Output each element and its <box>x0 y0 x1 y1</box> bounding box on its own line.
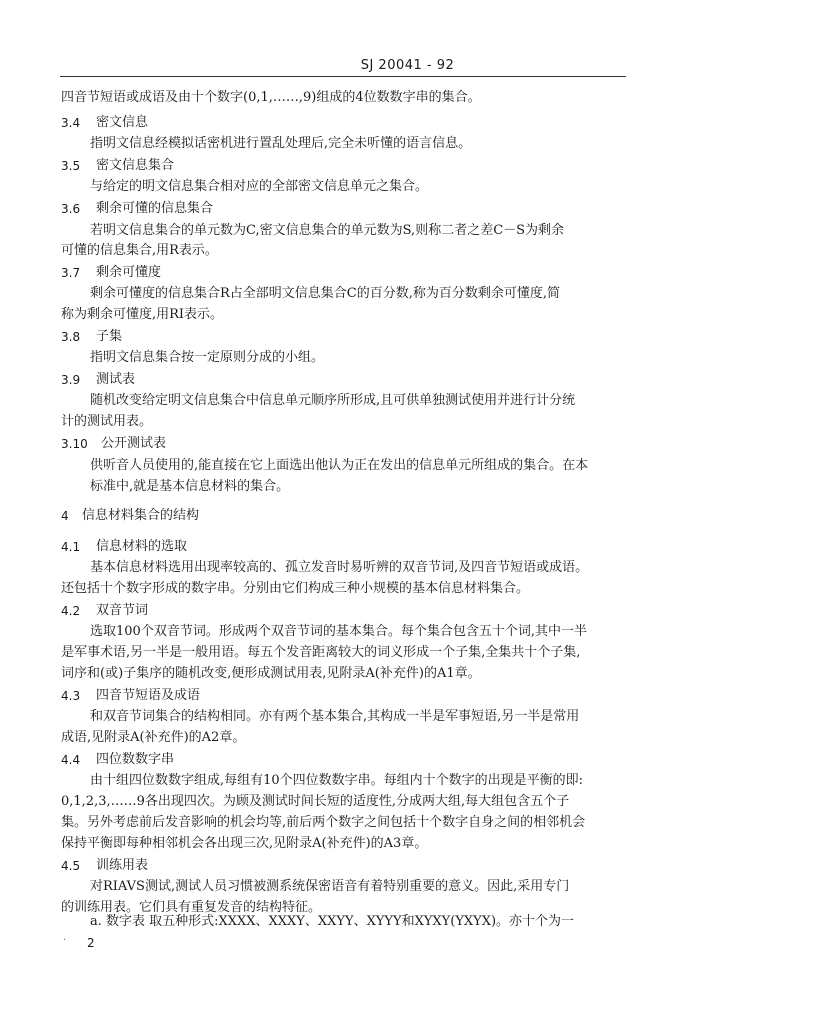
section-heading <box>0 434 815 454</box>
margin-mark: · <box>63 935 67 946</box>
standard-code-header: SJ 20041 - 92 <box>360 58 455 73</box>
section-title: 密文信息集合 <box>96 158 175 173</box>
section-heading <box>0 327 815 347</box>
section-title: 四音节短语及成语 <box>96 688 201 703</box>
paragraph-text: 四音节短语或成语及由十个数字(0,1,……,9)组成的4位数数字串的集合。 <box>61 90 481 105</box>
section-title: 子集 <box>96 329 123 344</box>
page-number: 2 <box>87 936 95 950</box>
section-title: 公开测试表 <box>101 436 167 451</box>
text-line <box>0 477 815 497</box>
section-title: 训练用表 <box>96 858 149 873</box>
section-heading <box>0 537 815 557</box>
text-line <box>0 643 815 663</box>
paragraph-text: 的训练用表。它们具有重复发音的结构特征。 <box>61 900 322 915</box>
section-number: 4.3 <box>61 689 81 703</box>
text-line <box>0 912 815 932</box>
section-heading <box>0 156 815 176</box>
section-number: 3.9 <box>61 373 81 387</box>
text-line <box>0 391 815 411</box>
section-title: 剩余可懂度 <box>96 265 162 280</box>
paragraph-text: 随机改变给定明文信息集合中信息单元顺序所形成,且可供单独测试使用并进行计分统 <box>90 393 576 408</box>
section-heading <box>0 370 815 390</box>
text-line <box>0 792 815 812</box>
section-number: 3.5 <box>61 159 81 173</box>
paragraph-text: 剩余可懂度的信息集合R占全部明文信息集合C的百分数,称为百分数剩余可懂度,简 <box>90 286 561 301</box>
paragraph-text: 保持平衡即每种相邻机会各出现三次,见附录A(补充件)的A3章。 <box>61 836 428 851</box>
paragraph-text: 是军事术语,另一半是一般用语。每五个发音距离较大的词义形成一个子集,全集共十个子集, <box>61 645 581 660</box>
section-number: 4.4 <box>61 753 81 767</box>
section-title: 双音节词 <box>96 603 149 618</box>
section-heading <box>0 750 815 770</box>
paragraph-text: 基本信息材料选用出现率较高的、孤立发音时易听辨的双音节词,及四音节短语或成语。 <box>90 560 589 575</box>
text-line <box>0 622 815 642</box>
text-line <box>0 284 815 304</box>
section-number: 4 <box>61 509 69 523</box>
paragraph-text: a. 数字表 取五种形式:XXXX、XXXY、XXYY、XYYY和XYXY(YXYX)。亦十个为一 <box>90 914 575 929</box>
paragraph-text: 与给定的明文信息集合相对应的全部密文信息单元之集合。 <box>90 179 429 194</box>
paragraph-text: 还包括十个数字形成的数字串。分别由它们构成三种小规模的基本信息材料集合。 <box>61 581 530 596</box>
paragraph-text: 可懂的信息集合,用R表示。 <box>61 243 218 258</box>
section-title: 四位数数字串 <box>96 752 175 767</box>
section-title: 信息材料集合的结构 <box>82 508 200 523</box>
text-line <box>0 177 815 197</box>
section-number: 4.5 <box>61 859 81 873</box>
paragraph-text: 由十组四位数数字组成,每组有10个四位数数字串。每组内十个数字的出现是平衡的即: <box>90 773 584 788</box>
paragraph-text: 集。另外考虑前后发音影响的机会均等,前后两个数字之间包括十个数字自身之间的相邻机会 <box>61 815 586 830</box>
text-line <box>0 88 815 108</box>
paragraph-text: 若明文信息集合的单元数为C,密文信息集合的单元数为S,则称二者之差C－S为剩余 <box>90 223 565 238</box>
paragraph-text: 供听音人员使用的,能直接在它上面选出他认为正在发出的信息单元所组成的集合。在本 <box>90 458 589 473</box>
section-title: 密文信息 <box>96 115 149 130</box>
text-line <box>0 412 815 432</box>
chapter-heading <box>0 506 815 526</box>
paragraph-text: 指明文信息集合按一定原则分成的小组。 <box>90 350 325 365</box>
text-line <box>0 456 815 476</box>
section-number: 3.6 <box>61 202 81 216</box>
section-number: 3.8 <box>61 330 81 344</box>
paragraph-text: 选取100个双音节词。形成两个双音节词的基本集合。每个集合包含五十个词,其中一半 <box>90 624 587 639</box>
section-heading <box>0 601 815 621</box>
text-line <box>0 834 815 854</box>
paragraph-text: 计的测试用表。 <box>61 414 153 429</box>
section-number: 3.7 <box>61 266 81 280</box>
text-line <box>0 771 815 791</box>
paragraph-text: 对RIAVS测试,测试人员习惯被测系统保密语音有着特别重要的意义。因此,采用专门 <box>90 879 570 894</box>
section-number: 4.2 <box>61 604 81 618</box>
text-line <box>0 579 815 599</box>
text-line <box>0 348 815 368</box>
text-line <box>0 664 815 684</box>
section-heading <box>0 263 815 283</box>
text-line <box>0 221 815 241</box>
text-line <box>0 241 815 261</box>
header-rule <box>60 76 626 77</box>
section-title: 测试表 <box>96 372 136 387</box>
section-title: 信息材料的选取 <box>96 539 188 554</box>
paragraph-text: 称为剩余可懂度,用RI表示。 <box>61 307 224 322</box>
text-line <box>0 728 815 748</box>
text-line <box>0 558 815 578</box>
section-heading <box>0 856 815 876</box>
section-heading <box>0 113 815 133</box>
section-heading <box>0 199 815 219</box>
paragraph-text: 词序和(或)子集序的随机改变,便形成测试用表,见附录A(补充件)的A1章。 <box>61 666 481 681</box>
paragraph-text: 0,1,2,3,……9各出现四次。为顾及测试时间长短的适度性,分成两大组,每大组包含五个子 <box>61 794 570 809</box>
paragraph-text: 和双音节词集合的结构相同。亦有两个基本集合,其构成一半是军事短语,另一半是常用 <box>90 709 580 724</box>
text-line <box>0 305 815 325</box>
text-line <box>0 707 815 727</box>
section-heading <box>0 686 815 706</box>
section-number: 3.4 <box>61 116 81 130</box>
text-line <box>0 134 815 154</box>
section-number: 4.1 <box>61 540 81 554</box>
text-line <box>0 813 815 833</box>
section-title: 剩余可懂的信息集合 <box>96 201 214 216</box>
paragraph-text: 成语,见附录A(补充件)的A2章。 <box>61 730 246 745</box>
text-line <box>0 877 815 897</box>
section-number: 3.10 <box>61 437 88 451</box>
paragraph-text: 指明文信息经模拟话密机进行置乱处理后,完全未听懂的语言信息。 <box>90 136 472 151</box>
paragraph-text: 标准中,就是基本信息材料的集合。 <box>90 479 290 494</box>
